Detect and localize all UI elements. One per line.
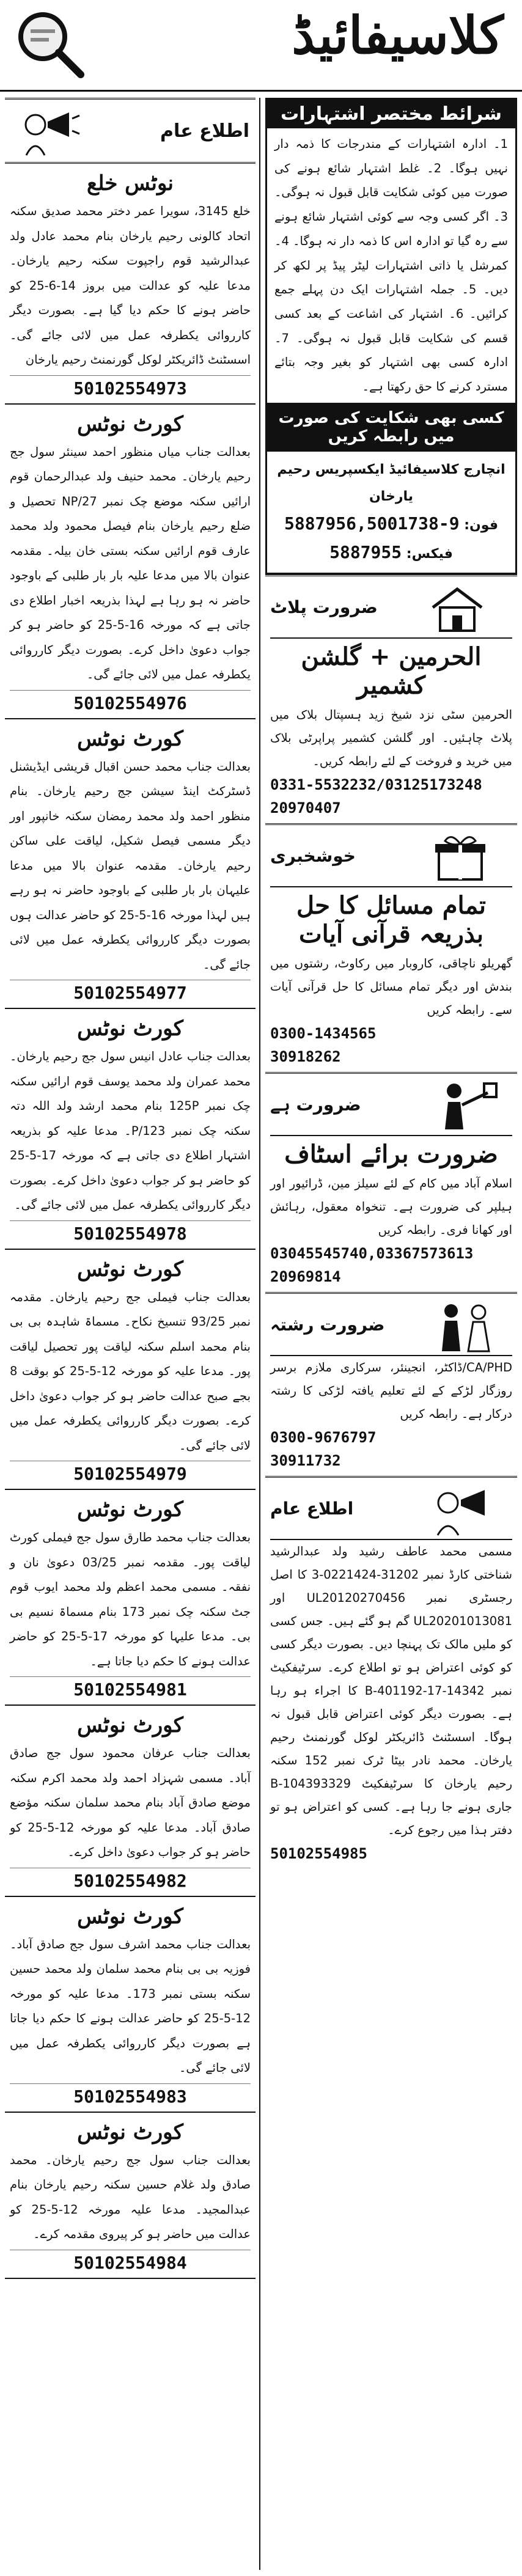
ad-tag: ضرورت پلاٹ [270,597,378,618]
notice-title: نوٹس خلع [86,171,174,196]
ad-body: گھریلو ناچاقی، کاروبار میں رکاوٹ، رشتوں میں بندش اور دیگر تمام مسائل کا حل قرآنی آیات سے۔ رابطہ کریں [270,956,512,1017]
notice-title: کورٹ نوٹس [77,1016,183,1041]
ad-tag: ضرورت ہے [270,1095,361,1115]
page-title: کلاسیفائیڈ [292,5,504,65]
notice-code: 50102554981 [10,1676,251,1702]
notice-body: بعدالت جناب سول جج رحیم یارخان۔ محمد صادق ولد غلام حسین سکنہ رحیم یارخان بنام عبدالمجید۔ مدعا علیہ مورخہ 12-5-25 کو عدالت میں حاضر ہو کر پیروی مقدمہ کرے۔ [10,2152,251,2241]
ad-item [265,574,517,823]
ad-header [270,580,512,639]
ad-phone: 0300-1434565 [270,1024,377,1042]
contact-phone-row [272,510,510,539]
notice-code: 50102554977 [10,980,251,1005]
notice-body: بعدالت جناب عادل انیس سول جج رحیم یارخان۔ محمد عمران ولد محمد یوسف قوم ارائیں سکنہ چک نمبر 125P بنام محمد ارشد ولد اللہ دتہ سکنہ چک نمبر 123/P۔ مدعا علیہ کو بذریعہ اشتہار اطلاع دی جاتی ہے کہ مورخہ 17-5-25 کو حاضر ہو کر جواب دعویٰ داخل کرے۔ بصورت دیگر کارروائی یکطرفہ عمل میں لائی جائے گی۔ [10,1049,251,1212]
magnifying-glass-icon [12,6,86,79]
notice-item [5,1897,255,2113]
fax-label: فیکس: [406,546,453,562]
ad-phone: 0300-9676797 [270,1428,377,1446]
couple-icon [421,1297,512,1352]
notice-title: کورٹ نوٹس [77,1904,183,1929]
ad-phone: 50102554985 [270,1844,367,1862]
notice-title: کورٹ نوٹس [77,2119,183,2145]
contact-title: کسی بھی شکایت کی صورت میں رابطہ کریں [267,403,515,452]
notice-title: کورٹ نوٹس [77,1497,183,1522]
notice-body: بعدالت جناب میاں منظور احمد سینئر سول جج رحیم یارخان۔ محمد حنیف ولد عبدالرحمان قوم ارائیں سکنہ موضع چک نمبر 27/NP تحصیل و ضلع رحیم یارخان بنام فیصل محمود ولد محمد عارف قوم ارائیں سکنہ بستی خان بیلہ۔ مقدمہ عنوان بالا میں مدعا علیہ بار بار طلبی کے باوجود حاضر نہ ہو رہا ہے لہذا بذریعہ اخبار اطلاع دی جاتی ہے کہ مورخہ 16-5-25 کو حاضر ہو کر جواب دعویٰ داخل کرے۔ بصورت دیگر کارروائی یکطرفہ عمل میں لائی جائے گی۔ [10,444,251,681]
worker-icon [421,1077,512,1132]
notice-item [5,164,255,405]
ad-header [270,829,512,887]
ad-tag: اطلاع عام [270,1499,354,1519]
ad-body: الحرمین سٹی نزد شیخ زید ہسپتال بلاک میں پلاٹ چاہئیں۔ اور گلشن کشمیر پراپرٹی بلاک میں خرید و فروخت کے لئے رابطہ کریں۔ [270,707,512,768]
notice-item [5,1706,255,1897]
notice-title: کورٹ نوٹس [77,1257,183,1282]
section-header [5,98,255,164]
megaphone-person-icon [11,103,84,158]
ad-item [265,1292,517,1476]
notice-item [5,1490,255,1706]
notice-body: بعدالت جناب عرفان محمود سول جج صادق آباد۔ مسمی شہزاد احمد ولد محمد اکرم سکنہ موضع صادق آباد بنام محمد سلمان سکنہ مؤضع صادق آباد۔ مدعا علیہ کو مورخہ 12-5-25 کو حاضر ہو کر جواب دعویٰ داخل کرے۔ [10,1746,251,1859]
rules-body: 1۔ ادارہ اشتہارات کے مندرجات کا ذمہ دار نہیں ہوگا۔ 2۔ غلط اشتہار شائع ہونے کی صورت میں کوئی شکایت قابل قبول نہ ہوگی۔ 3۔ اگر کسی وجہ سے کوئی اشتہار شائع ہونے سے رہ گیا تو ادارہ اس کا ذمہ دار نہ ہوگا۔ 4۔ کمرشل یا ذاتی اشتہارات لیٹر پیڈ پر لکھ کر دیں۔ 5۔ جملہ اشتہارات ایک دن پہلے جمع کرائیں۔ 6۔ اشتہار کی اشاعت کے بعد کسی قسم کی شکایت قابل قبول نہ ہوگی۔ 7۔ ادارہ کسی بھی اشتہار کو بغیر وجہ بتائے مسترد کرنے کا حق رکھتا ہے۔ [274,137,508,394]
notice-code: 50102554982 [10,1868,251,1893]
contact-line: انچارج کلاسیفائیڈ ایکسپریس رحیم یارخان [277,461,505,504]
notice-code: 50102554973 [10,375,251,401]
ad-item [265,823,517,1072]
notice-body: خلع 3145، سویرا عمر دختر محمد صدیق سکنہ اتحاد کالونی رحیم یارخان بنام محمد عادل ولد عبدالرشید قوم راجپوت سکنہ رحیم یارخان۔ مدعا علیہ کو عدالت میں بروز 14-6-25 کو حاضر ہونے کا حکم دیا گیا ہے۔ بصورت دیگر کارروائی یکطرفہ عمل میں لائی جائے گی۔ اسسٹنٹ ڈائریکٹر لوکل گورنمنٹ رحیم یارخان [10,204,251,367]
notice-item [5,405,255,719]
ad-item [265,1476,517,1869]
right-column [265,98,517,2570]
left-column [5,98,260,2570]
notice-code: 50102554976 [10,690,251,716]
notice-item [5,719,255,1010]
notice-body: بعدالت جناب محمد طارق سول جج فیملی کورٹ لیاقت پور۔ مقدمہ نمبر 03/25 دعویٰ نان و نفقہ۔ مسمی محمد اعظم ولد محمد ایوب قوم جٹ سکنہ چک نمبر 173 بنام مسماۃ نسیم بی بی۔ مدعا علیہا کو مورخہ 17-5-25 کو حاضر عدالت ہونے کا حکم دیا جاتا ہے۔ [10,1530,251,1668]
contact-fax-row [272,539,510,568]
ad-body: اسلام آباد میں کام کے لئے سیلز مین، ڈرائیور اور ہیلپر کی ضرورت ہے۔ تنخواہ معقول، رہائش اور کھانا فری۔ رابطہ کریں [270,1176,512,1237]
gift-box-icon [421,829,512,884]
phone-number: 5887956,5001738-9 [284,513,460,534]
ad-header [270,1297,512,1356]
notice-body: بعدالت جناب محمد اشرف سول جج صادق آباد۔ فوزیہ بی بی بنام محمد سلمان ولد محمد حسین سکنہ بستی نمبر 173۔ مدعا علیہ کو مورخہ 12-5-25 کو حاضر عدالت ہونے کا حکم دیا جاتا ہے بصورت دیگر کارروائی یکطرفہ عمل میں لائی جائے گی۔ [10,1937,251,2075]
ad-phone: 20970407 [270,799,341,816]
notice-item [5,1250,255,1491]
notice-title: کورٹ نوٹس [77,1713,183,1738]
section-title: اطلاع عام [160,120,249,142]
rules-box [265,98,517,574]
notice-body: بعدالت جناب فیملی جج رحیم یارخان۔ مقدمہ نمبر 93/25 تنسیخ نکاح۔ مسماۃ شاہدہ بی بی بنام محمد اسلم سکنہ لیاقت پور تحصیل لیاقت پور۔ مدعا علیہ کو مورخہ 12-5-25 کو بوقت 8 بجے صبح عدالت حاضر ہو کر جواب دعویٰ داخل کرے۔ بصورت دیگر کارروائی یکطرفہ عمل میں لائی جائے گی۔ [10,1290,251,1453]
fax-number: 5887955 [329,541,402,562]
phone-label: فون: [464,517,499,533]
contact-info [267,452,515,573]
notice-body: بعدالت جناب محمد حسن اقبال قریشی ایڈیشنل ڈسٹرکٹ اینڈ سیشن جج رحیم یارخان۔ بنام منظور احمد ولد محمد رمضان سکنہ خانپور اور دیگر مسمی فیصل شکیل، لیاقت علی ساکن رحیم یارخان۔ مقدمہ عنوان بالا میں مدعا علیہان بار بار طلبی کے باوجود حاضر نہ ہو رہے ہیں لہذا مورخہ 16-5-25 کو حاضر عدالت ہوں بصورت دیگر کارروائی یکطرفہ عمل میں لائی جائے گی۔ [10,759,251,972]
ad-header [270,1481,512,1540]
notice-code: 50102554983 [10,2083,251,2109]
notice-title: کورٹ نوٹس [77,726,183,751]
notice-code: 50102554984 [10,2250,251,2275]
megaphone-person-icon [421,1481,512,1536]
ad-name: الحرمین + گلشن کشمیر [301,642,482,700]
masthead [0,0,522,92]
ad-phone: 0331-5532232/03125173248 [270,776,482,793]
ad-header [270,1077,512,1136]
notice-code: 50102554978 [10,1220,251,1246]
rules-title: شرائط مختصر اشتہارات [267,100,515,128]
ad-body: مسمی محمد عاطف رشید ولد عبدالرشید شناختی کارڈ نمبر 31202-0221424-3 کا اصل رجسٹری نمبر UL20120270456 اور UL20201013081 گم ہو گئے ہیں۔ جس کسی کو ملیں مالک تک پہنچا دیں۔ بصورت دیگر کسی کو کوئی اعتراض ہو تو اطلاع کرے۔ سرٹیفکیٹ نمبر B-401192-17-14342 کا اجراء ہو رہا ہے۔ بصورت دیگر کوئی اعتراض قابل قبول نہ ہوگا۔ اسسٹنٹ ڈائریکٹر لوکل گورنمنٹ رحیم یارخان۔ محمد نادر بیٹا ٹرک نمبر 152 سکنہ رحیم یارخان کا سرٹیفکیٹ B-104393329 جاری ہونے جا رہا ہے۔ کسی کو اعتراض ہو تو دفتر ہذا میں رجوع کرے۔ [270,1544,512,1837]
ad-phone: 30918262 [270,1048,341,1065]
ad-phone: 20969814 [270,1268,341,1285]
house-icon [421,580,512,635]
ad-name: تمام مسائل کا حل بذریعہ قرآنی آیات [296,890,486,949]
notice-title: کورٹ نوٹس [77,411,183,436]
ad-name: ضرورت برائے اسٹاف [284,1139,498,1169]
notice-item [5,2113,255,2279]
ad-item [265,1072,517,1292]
notice-item [5,1009,255,1250]
ad-tag: ضرورت رشتہ [270,1315,385,1335]
ad-phone: 03045545740,03367573613 [270,1244,474,1262]
ad-body: CA/PHD/ڈاکٹر، انجینئر، سرکاری ملازم برسر روزگار لڑکے کے لئے تعلیم یافتہ لڑکی کا رشتہ درکار ہے۔ رابطہ کریں [270,1360,512,1421]
notice-code: 50102554979 [10,1461,251,1486]
ad-tag: خوشخبری [270,846,356,867]
ad-phone: 30911732 [270,1451,341,1469]
